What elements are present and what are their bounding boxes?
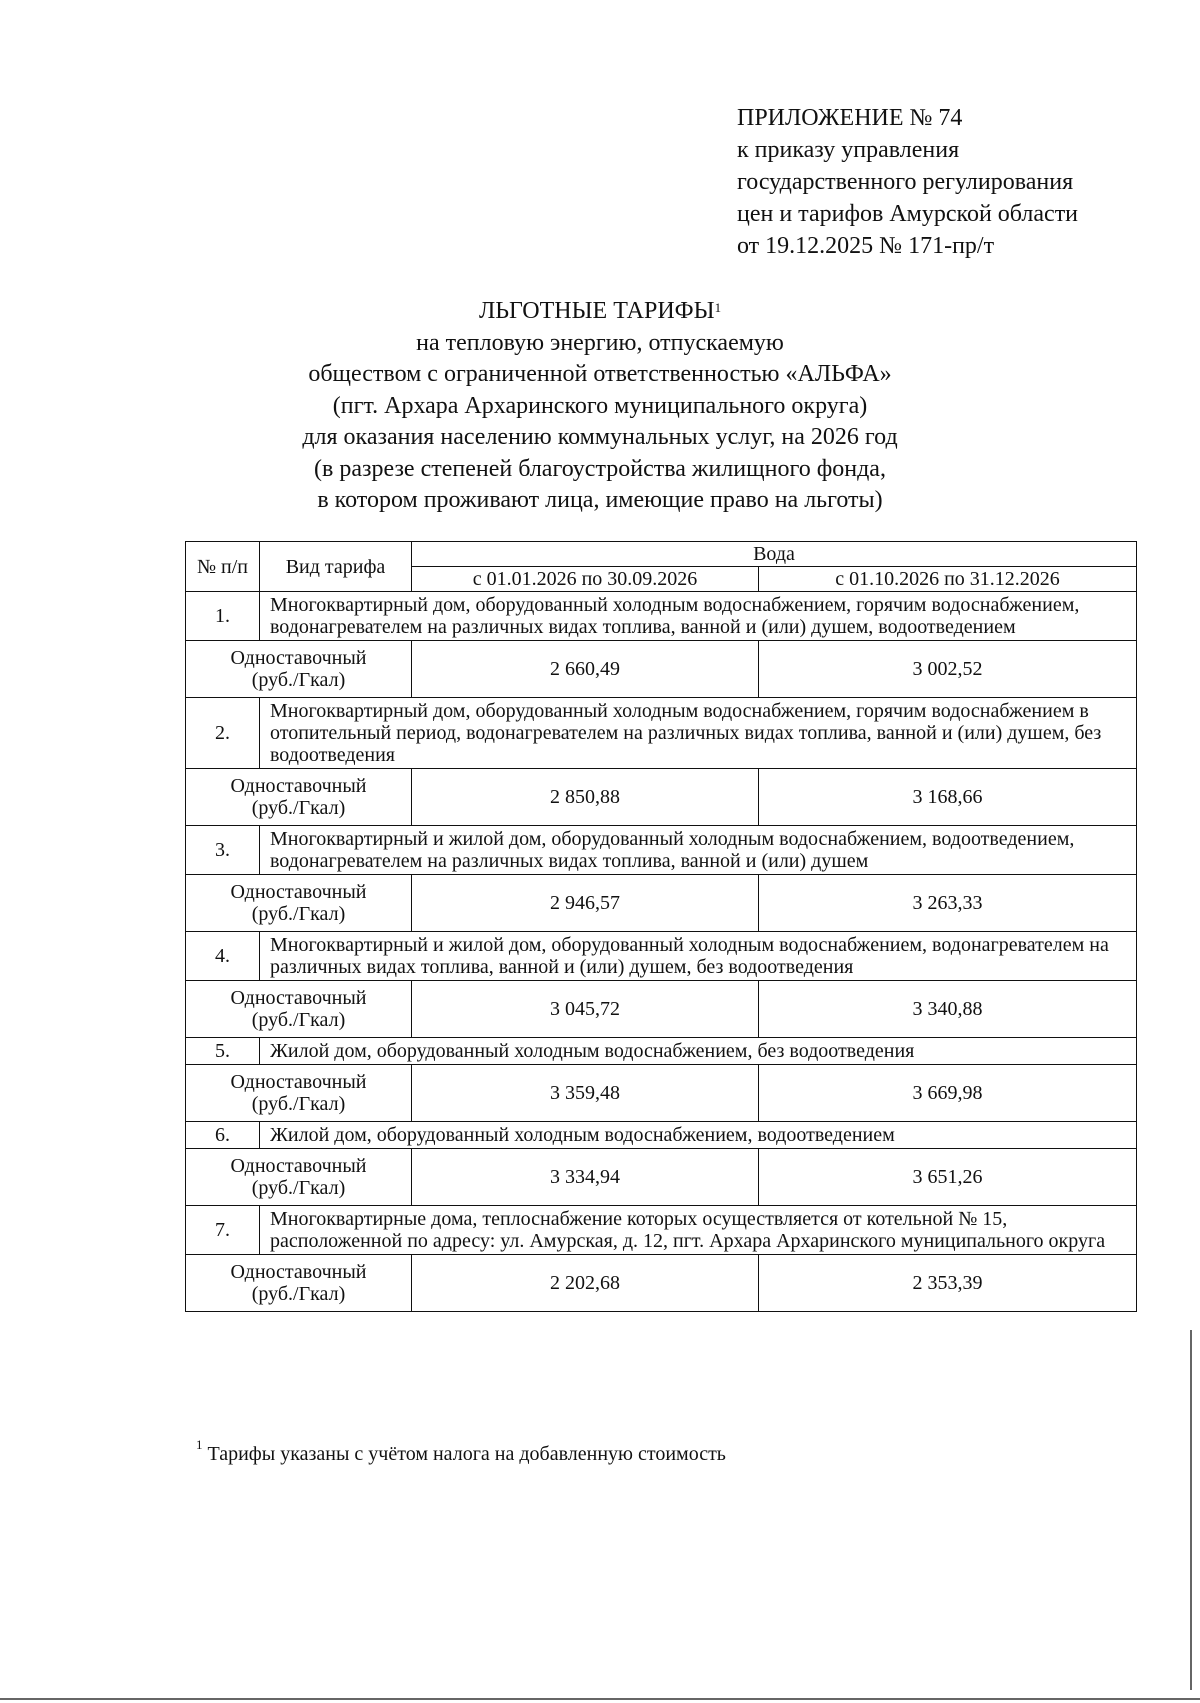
rate-label-line: Одноставочный <box>230 881 367 903</box>
section-description: Многоквартирный дом, оборудованный холодным водоснабжением, горячим водоснабжением, водонагревателем на различных видах топлива, ванной и (или) душем, водоотведением <box>260 592 1137 641</box>
table-body <box>186 592 1137 1312</box>
appendix-line-order: к приказу управления <box>737 137 960 163</box>
rate-row <box>186 1149 1137 1206</box>
section-number: 4. <box>186 932 260 981</box>
rate-value-period-1: 2 660,49 <box>412 641 759 698</box>
rate-value-period-2: 3 340,88 <box>759 981 1137 1038</box>
rate-unit-line: (руб./Гкал) <box>251 903 346 925</box>
rate-label <box>186 981 412 1038</box>
appendix-line-department: государственного регулирования <box>737 169 1074 195</box>
header-period-1: с 01.01.2026 по 30.09.2026 <box>412 567 759 592</box>
rate-value-period-1: 3 334,94 <box>412 1149 759 1206</box>
section-description: Многоквартирный и жилой дом, оборудованный холодным водоснабжением, водонагревателем на различных видах топлива, ванной и (или) душем, без водоотведения <box>260 932 1137 981</box>
section-row <box>186 1038 1137 1065</box>
rate-label-line: Одноставочный <box>230 987 367 1009</box>
rate-value-period-2: 2 353,39 <box>759 1255 1137 1312</box>
header-number: № п/п <box>186 542 260 592</box>
scan-margin-line <box>1190 1330 1192 1690</box>
section-row <box>186 698 1137 769</box>
rate-unit-line: (руб./Гкал) <box>251 797 346 819</box>
section-description: Многоквартирные дома, теплоснабжение которых осуществляется от котельной № 15, расположенной по адресу: ул. Амурская, д. 12, пгт. Архара Архаринского муниципального округа <box>260 1206 1137 1255</box>
title-line: (в разрезе степеней благоустройства жилищного фонда, <box>314 455 886 482</box>
title-line: в котором проживают лица, имеющие право на льготы) <box>317 487 883 513</box>
header-water: Вода <box>412 542 1137 567</box>
rate-value-period-1: 2 946,57 <box>412 875 759 932</box>
title-line: на тепловую энергию, отпускаемую <box>416 329 784 356</box>
appendix-line-region: цен и тарифов Амурской области <box>737 201 1079 227</box>
section-description: Многоквартирный и жилой дом, оборудованный холодным водоснабжением, водоотведением, водонагревателем на различных видах топлива, ванной и (или) душем <box>260 826 1137 875</box>
footnote-text: Тарифы указаны с учётом налога на добавленную стоимость <box>207 1443 726 1465</box>
rate-row <box>186 981 1137 1038</box>
rate-unit-line: (руб./Гкал) <box>251 1009 346 1031</box>
rate-label <box>186 641 412 698</box>
rate-value-period-1: 2 850,88 <box>412 769 759 826</box>
rate-value-period-1: 3 359,48 <box>412 1065 759 1122</box>
rate-label <box>186 1065 412 1122</box>
appendix-line-date: от 19.12.2025 № 171-пр/т <box>737 233 995 259</box>
rate-label <box>186 1149 412 1206</box>
footnote-mark: 1 <box>196 1437 203 1452</box>
rate-unit-line: (руб./Гкал) <box>251 669 346 691</box>
footnote <box>196 1437 726 1466</box>
section-description: Многоквартирный дом, оборудованный холодным водоснабжением, горячим водоснабжением в отопительный период, водонагревателем на различных видах топлива, ванной и (или) душем, без водоотведения <box>260 698 1137 769</box>
appendix-header <box>737 102 1078 262</box>
title-line: обществом с ограниченной ответственностью «АЛЬФА» <box>308 361 892 387</box>
document-title: ЛЬГОТНЫЕ ТАРИФЫ$^1$ <box>478 298 722 324</box>
rate-value-period-2: 3 651,26 <box>759 1149 1137 1206</box>
title-line: для оказания населению коммунальных услуг, на 2026 год <box>302 424 898 450</box>
rate-label <box>186 875 412 932</box>
rate-row <box>186 1065 1137 1122</box>
rate-unit-line: (руб./Гкал) <box>251 1283 346 1305</box>
section-number: 2. <box>186 698 260 769</box>
section-number: 3. <box>186 826 260 875</box>
rate-value-period-1: 2 202,68 <box>412 1255 759 1312</box>
rate-value-period-2: 3 669,98 <box>759 1065 1137 1122</box>
rate-row <box>186 875 1137 932</box>
rate-value-period-1: 3 045,72 <box>412 981 759 1038</box>
section-number: 5. <box>186 1038 260 1065</box>
rate-row <box>186 769 1137 826</box>
rate-label-line: Одноставочный <box>230 1071 367 1093</box>
title-line: (пгт. Архара Архаринского муниципального округа) <box>332 392 868 419</box>
section-row <box>186 1122 1137 1149</box>
section-description: Жилой дом, оборудованный холодным водоснабжением, водоотведением <box>260 1122 1137 1149</box>
section-number: 6. <box>186 1122 260 1149</box>
rate-row <box>186 641 1137 698</box>
section-number: 1. <box>186 592 260 641</box>
section-row <box>186 826 1137 875</box>
appendix-number: ПРИЛОЖЕНИЕ № 74 <box>737 105 963 131</box>
rate-unit-line: (руб./Гкал) <box>251 1093 346 1115</box>
tariff-table <box>185 541 1137 1312</box>
rate-label-line: Одноставочный <box>230 775 367 797</box>
rate-row <box>186 1255 1137 1312</box>
document-title-block <box>250 296 950 517</box>
title-footnote-mark: 1 <box>714 300 722 315</box>
rate-label <box>186 769 412 826</box>
rate-label <box>186 1255 412 1312</box>
rate-label-line: Одноставочный <box>230 1155 367 1177</box>
rate-label-line: Одноставочный <box>230 1261 367 1283</box>
scan-margin-line <box>0 1698 1200 1700</box>
header-tariff-type: Вид тарифа <box>260 542 412 592</box>
section-row <box>186 1206 1137 1255</box>
rate-value-period-2: 3 002,52 <box>759 641 1137 698</box>
section-row <box>186 932 1137 981</box>
header-period-2: с 01.10.2026 по 31.12.2026 <box>759 567 1137 592</box>
rate-value-period-2: 3 168,66 <box>759 769 1137 826</box>
section-description: Жилой дом, оборудованный холодным водоснабжением, без водоотведения <box>260 1038 1137 1065</box>
section-number: 7. <box>186 1206 260 1255</box>
rate-value-period-2: 3 263,33 <box>759 875 1137 932</box>
rate-label-line: Одноставочный <box>230 647 367 669</box>
rate-unit-line: (руб./Гкал) <box>251 1177 346 1199</box>
section-row <box>186 592 1137 641</box>
